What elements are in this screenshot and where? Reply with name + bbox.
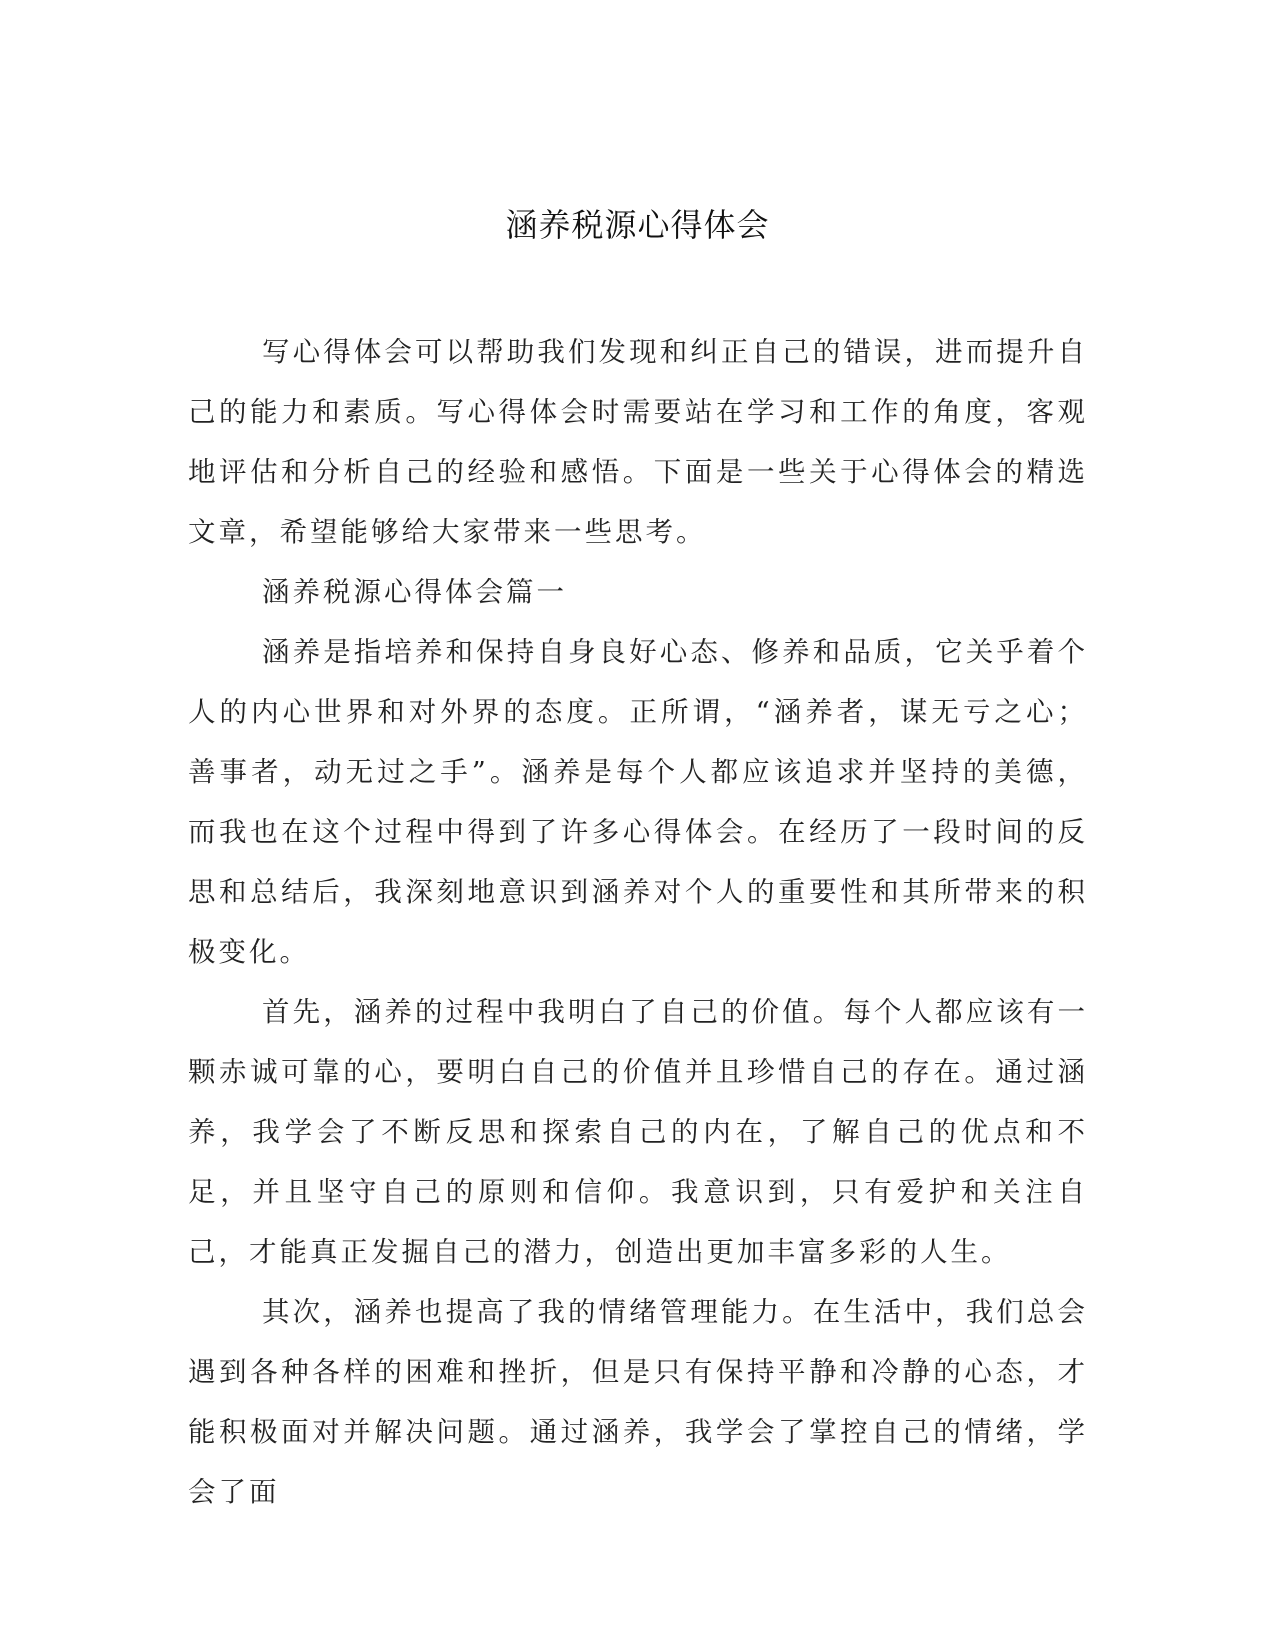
intro-paragraph: 写心得体会可以帮助我们发现和纠正自己的错误，进而提升自己的能力和素质。写心得体会时需要站在学习和工作的角度，客观地评估和分析自己的经验和感悟。下面是一些关于心得体会的精选文章，希望能够给大家带来一些思考。 (188, 336, 1088, 548)
body-paragraph-2: 首先，涵养的过程中我明白了自己的价值。每个人都应该有一颗赤诚可靠的心，要明白自己的价值并且珍惜自己的存在。通过涵养，我学会了不断反思和探索自己的内在，了解自己的优点和不足，并且坚守自己的原则和信仰。我意识到，只有爱护和关注自己，才能真正发掘自己的潜力，创造出更加丰富多彩的人生。 (188, 996, 1088, 1268)
document-body (188, 322, 1088, 1522)
section-heading: 涵养税源心得体会篇一 (262, 576, 567, 608)
document-title: 涵养税源心得体会 (505, 206, 770, 244)
body-paragraph-3: 其次，涵养也提高了我的情绪管理能力。在生活中，我们总会遇到各种各样的困难和挫折，但是只有保持平静和冷静的心态，才能积极面对并解决问题。通过涵养，我学会了掌控自己的情绪，学会了面 (188, 1296, 1088, 1508)
body-paragraph-1: 涵养是指培养和保持自身良好心态、修养和品质，它关乎着个人的内心世界和对外界的态度。正所谓，“涵养者，谋无亏之心；善事者，动无过之手”。涵养是每个人都应该追求并坚持的美德，而我也在这个过程中得到了许多心得体会。在经历了一段时间的反思和总结后，我深刻地意识到涵养对个人的重要性和其所带来的积极变化。 (188, 636, 1088, 968)
